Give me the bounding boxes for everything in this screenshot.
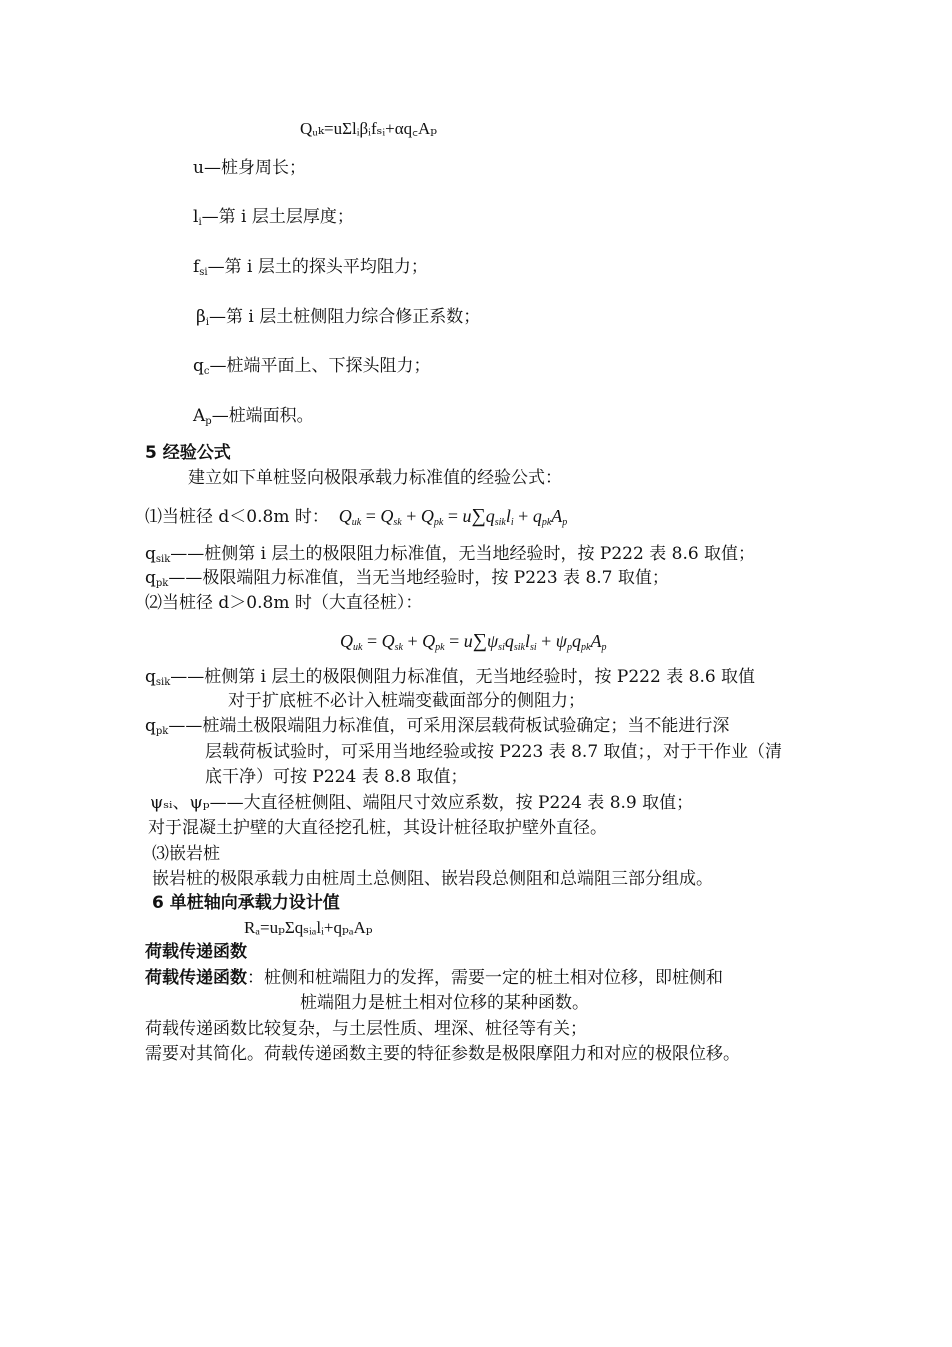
load-transfer-term: 荷载传递函数 (145, 968, 247, 988)
sym-l: l (193, 207, 199, 227)
def-qpk-1 (145, 567, 669, 589)
static-probe-formula: Qᵤₖ=uΣlᵢβᵢfₛᵢ+αq꜀Aₚ (300, 119, 438, 138)
def-beta (196, 306, 480, 328)
sym-q: q (193, 356, 204, 376)
empirical-intro: 建立如下单桩竖向极限承载力标准值的经验公式： (188, 468, 562, 488)
def-qpk-2-text: ——桩端土极限端阻力标准值，可采用深层载荷板试验确定；当不能进行深 (168, 716, 730, 736)
load-transfer-note-1: 荷载传递函数比较复杂，与土层性质、埋深、桩径等有关； (145, 1019, 587, 1039)
def-qpk-1-text: ——极限端阻力标准值，当无当地经验时，按 P223 表 8.7 取值； (168, 568, 669, 588)
def-qsik-1-text: ——桩侧第 i 层土的极限阻力标准值，无当地经验时，按 P222 表 8.6 取值； (170, 544, 756, 564)
sym-f-sub: si (199, 267, 208, 278)
case-small-diameter-text: ⑴当桩径 d＜0.8m 时： (145, 507, 329, 527)
case-small-diameter (145, 505, 567, 528)
section-5-heading: 5 经验公式 (145, 443, 231, 463)
sym-qsik-1: q (145, 544, 156, 564)
def-fsi-text: —第 i 层土的探头平均阻力； (207, 257, 428, 277)
sym-qsik-2-sub: sik (155, 677, 171, 688)
def-ap (193, 405, 314, 427)
def-li (193, 206, 354, 228)
sym-qpk-1: q (145, 568, 156, 588)
concrete-note: 对于混凝土护壁的大直径挖孔桩，其设计桩径取护壁外直径。 (148, 818, 607, 838)
sym-beta-sub: i (205, 317, 210, 328)
def-qc-text: —桩端平面上、下探头阻力； (209, 356, 431, 376)
formula-large-diameter: $Q_{uk} = Q_{sk} + Q_{pk} = u\sum\psi_{si}q_{sik}l_{si} + \psi_pq_{pk}A_p$ (340, 630, 607, 653)
def-beta-text: —第 i 层土桩侧阻力综合修正系数； (209, 307, 481, 327)
load-transfer-def-text: ：桩侧和桩端阻力的发挥，需要一定的桩土相对位移，即桩侧和 (247, 968, 723, 988)
def-psi: ψₛᵢ、ψₚ——大直径桩侧阻、端阻尺寸效应系数，按 P224 表 8.9 取值； (150, 793, 694, 813)
def-qc (193, 355, 431, 377)
case-rock-socket: ⑶嵌岩桩 (152, 844, 220, 864)
sym-qpk-2: q (145, 716, 156, 736)
def-fsi (193, 256, 428, 278)
section-6-heading: 6 单桩轴向承载力设计值 (152, 893, 340, 913)
def-qpk-2 (145, 715, 729, 737)
def-u (193, 157, 306, 179)
load-transfer-note-2: 需要对其简化。荷载传递函数主要的特征参数是极限摩阻力和对应的极限位移。 (145, 1044, 740, 1064)
def-qpk-2-cont2: 底干净）可按 P224 表 8.8 取值； (205, 767, 468, 787)
sym-beta: β (196, 307, 206, 327)
sym-a: A (193, 406, 206, 426)
formula-small-diameter: $Q_{uk} = Q_{sk} + Q_{pk} = u\sum q_{sik}l_i + q_{pk}A_p$ (334, 505, 568, 528)
load-transfer-def (145, 967, 723, 989)
def-u-text: —桩身周长； (203, 158, 306, 178)
sym-u: u (193, 158, 204, 178)
def-li-text: —第 i 层土层厚度； (201, 207, 354, 227)
sym-qsik-1-sub: sik (155, 554, 171, 565)
def-ap-text: —桩端面积。 (211, 406, 314, 426)
sym-qpk-1-sub: pk (155, 578, 169, 589)
def-qsik-2-cont: 对于扩底桩不必计入桩端变截面部分的侧阻力； (228, 691, 585, 711)
def-qsik-2 (145, 666, 755, 688)
case-large-diameter: ⑵当桩径 d＞0.8m 时（大直径桩）： (145, 593, 423, 613)
load-transfer-def-cont: 桩端阻力是桩土相对位移的某种函数。 (300, 993, 589, 1013)
sym-qsik-2: q (145, 667, 156, 687)
def-qpk-2-cont1: 层载荷板试验时，可采用当地经验或按 P223 表 8.7 取值；，对于干作业（清 (205, 742, 783, 762)
sym-a-sub: p (205, 416, 212, 427)
sym-l-sub: i (198, 217, 202, 228)
sym-f: f (193, 257, 200, 277)
sym-qpk-2-sub: pk (155, 726, 169, 737)
def-qsik-2-text: ——桩侧第 i 层土的极限侧阻力标准值，无当地经验时，按 P222 表 8.6 取值 (170, 667, 756, 687)
rock-socket-desc: 嵌岩桩的极限承载力由桩周土总侧阻、嵌岩段总侧阻和总端阻三部分组成。 (152, 869, 713, 889)
load-transfer-heading: 荷载传递函数 (145, 942, 247, 962)
sym-q-sub: c (203, 366, 210, 377)
def-qsik-1 (145, 543, 755, 565)
design-value-formula: Rₐ=uₚΣqₛᵢₐlᵢ+qₚₐAₚ (244, 918, 373, 937)
